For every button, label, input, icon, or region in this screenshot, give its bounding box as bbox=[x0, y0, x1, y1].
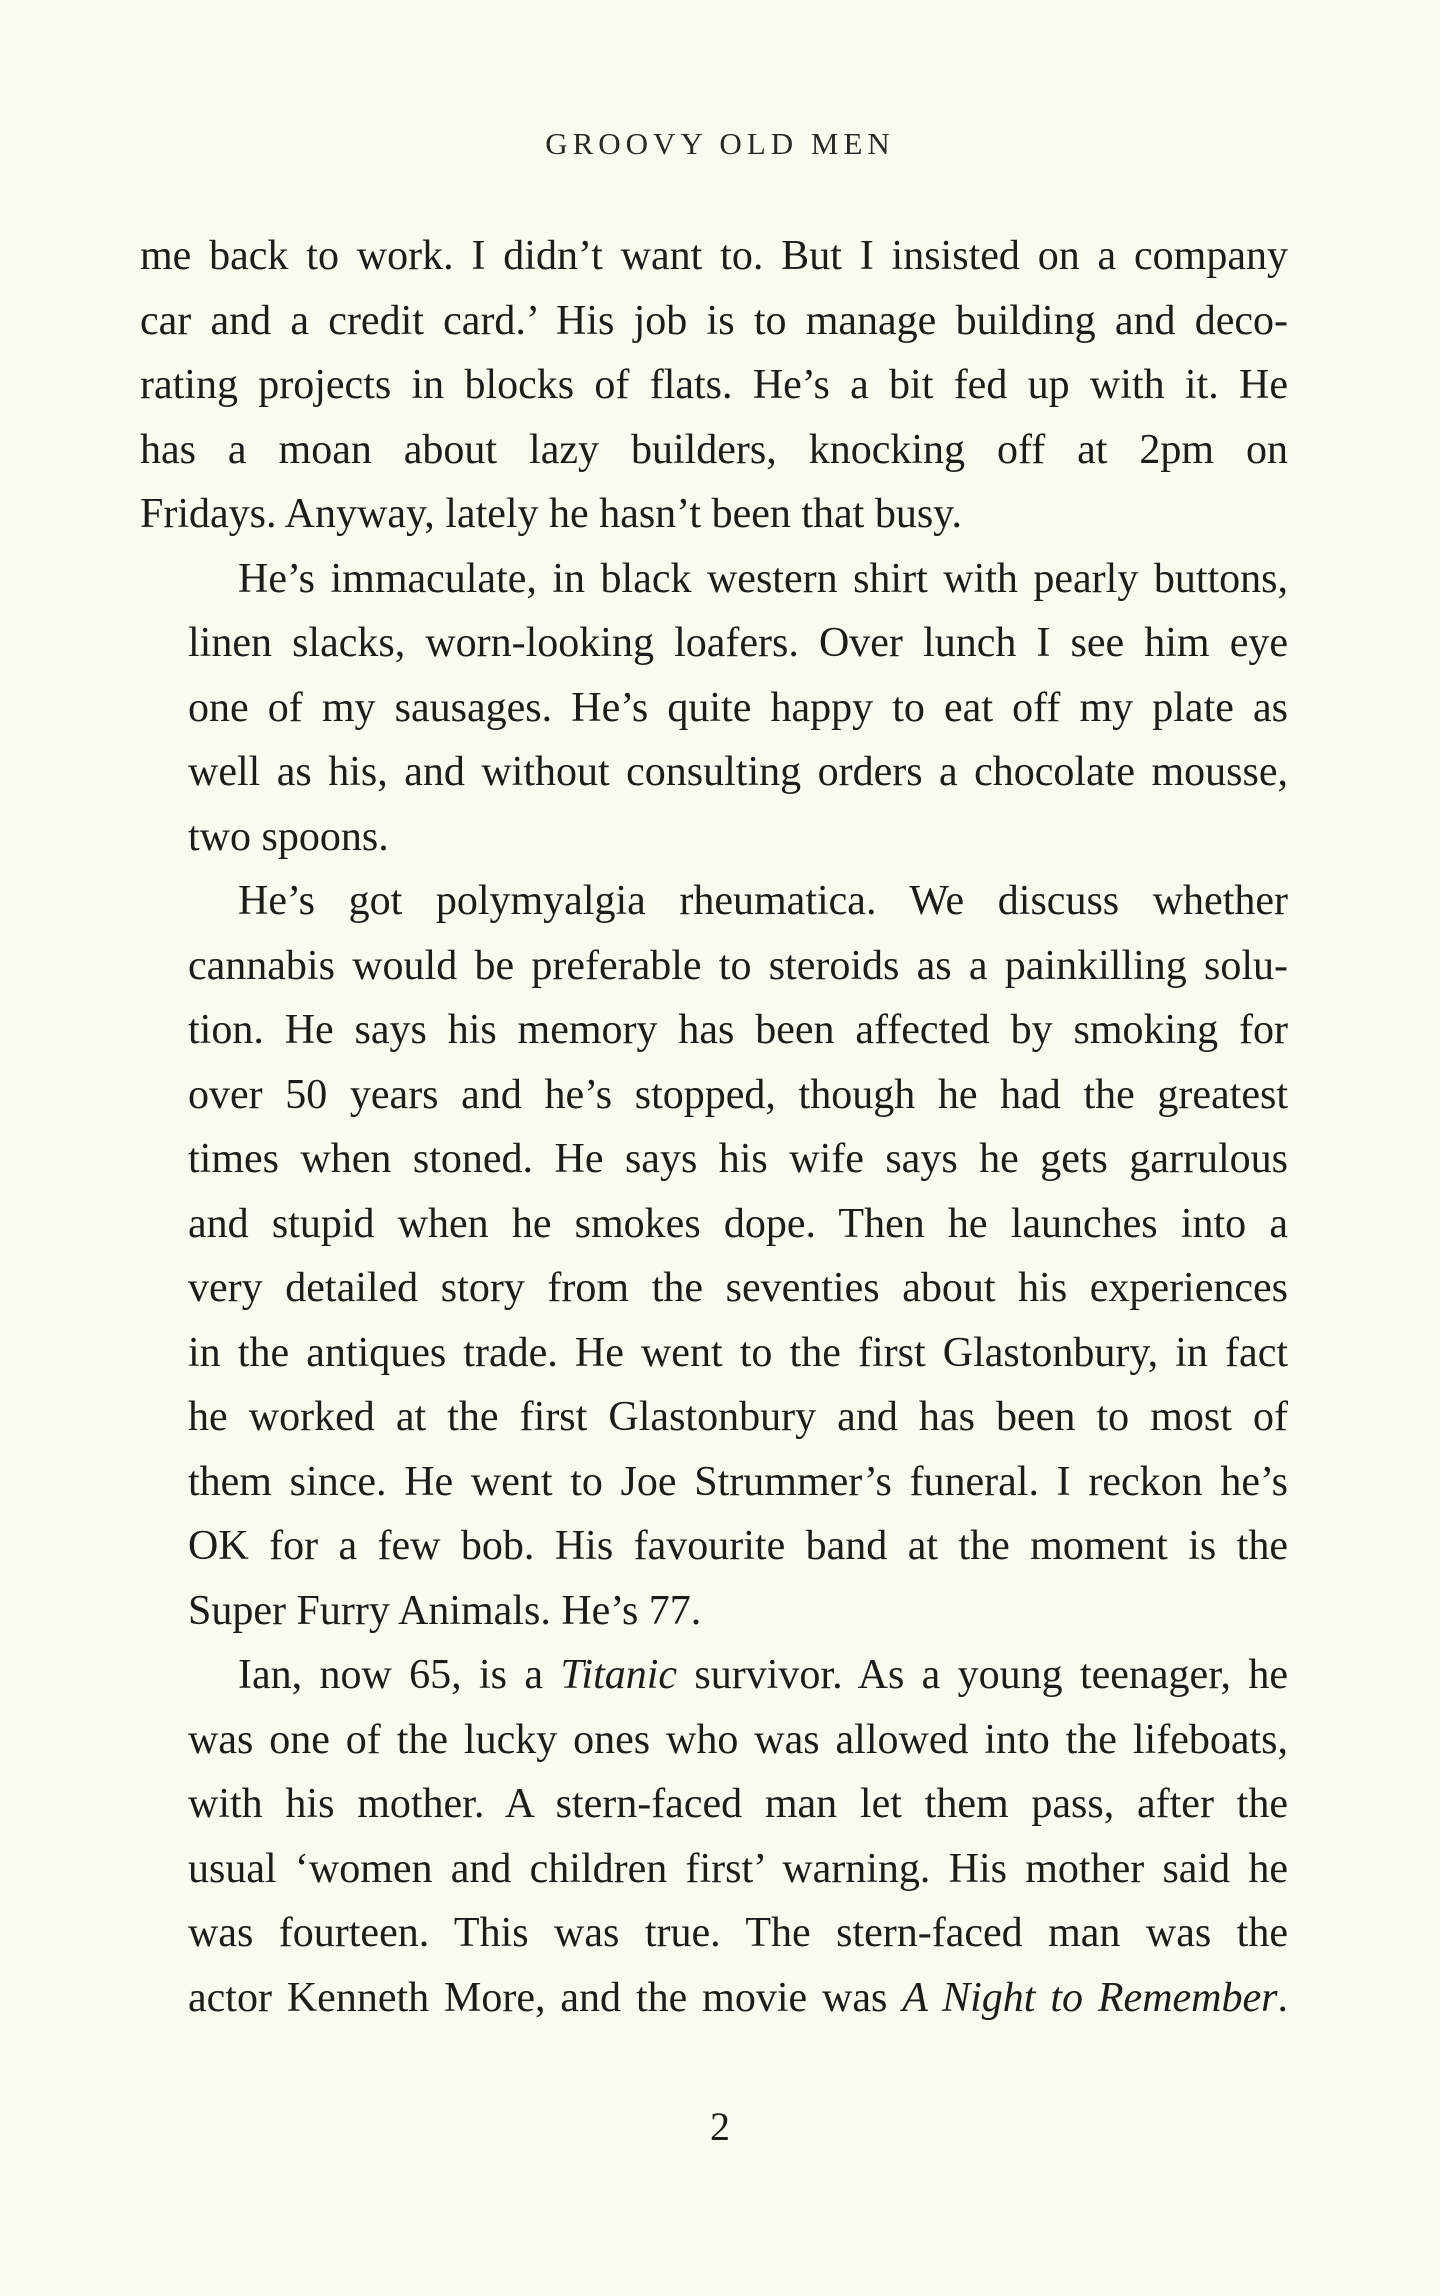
text-line: rating projects in blocks of flats. He’s a bit fed up with it. He bbox=[140, 362, 1288, 408]
paragraph-1 bbox=[140, 224, 1288, 547]
text-line: He’s got polymyalgia rheumatica. We discuss whether bbox=[238, 878, 1288, 924]
running-head: GROOVY OLD MEN bbox=[545, 126, 895, 161]
text-line: very detailed story from the seventies about his experiences bbox=[188, 1265, 1288, 1311]
text-line bbox=[140, 1966, 1288, 2031]
page-number: 2 bbox=[710, 2104, 730, 2149]
text-line: and stupid when he smokes dope. Then he launches into a bbox=[188, 1200, 1288, 1247]
paragraph-3 bbox=[140, 869, 1288, 1643]
text-line: one of my sausages. He’s quite happy to eat off my plate as bbox=[188, 684, 1288, 731]
text-run: actor Kenneth More, and the movie was bbox=[188, 1974, 903, 2021]
text-line: tion. He says his memory has been affected by smoking for bbox=[188, 1007, 1288, 1053]
text-line bbox=[140, 1643, 1288, 1708]
italic-title: Titanic bbox=[560, 1652, 678, 1698]
italic-title: A Night to Remember bbox=[902, 1974, 1278, 2021]
text-line: over 50 years and he’s stopped, though he had the greatest bbox=[188, 1071, 1288, 1118]
text-run: . bbox=[1277, 1974, 1288, 2021]
text-line: two spoons. bbox=[188, 813, 389, 860]
text-line: car and a credit card.’ His job is to manage building and deco- bbox=[140, 297, 1288, 344]
text-line: well as his, and without consulting orders a chocolate mousse, bbox=[188, 749, 1288, 795]
text-line: Fridays. Anyway, lately he hasn’t been that busy. bbox=[140, 491, 962, 537]
text-line: with his mother. A stern-faced man let them pass, after the bbox=[188, 1781, 1288, 1827]
text-run: survivor. As a young teenager, he bbox=[677, 1652, 1288, 1698]
paragraph-4 bbox=[140, 1643, 1288, 2030]
text-line: was fourteen. This was true. The stern-faced man was the bbox=[188, 1910, 1288, 1956]
paragraph-2 bbox=[140, 547, 1288, 870]
text-line: OK for a few bob. His favourite band at the moment is the bbox=[188, 1523, 1288, 1569]
text-line: cannabis would be preferable to steroids as a painkilling solu- bbox=[188, 942, 1288, 989]
text-line: times when stoned. He says his wife says he gets garrulous bbox=[188, 1136, 1288, 1182]
text-line: he worked at the first Glastonbury and has been to most of bbox=[188, 1394, 1288, 1440]
text-line: linen slacks, worn-looking loafers. Over lunch I see him eye bbox=[188, 620, 1288, 666]
text-line: was one of the lucky ones who was allowed into the lifeboats, bbox=[188, 1716, 1288, 1763]
text-line: usual ‘women and children first’ warning. His mother said he bbox=[188, 1845, 1288, 1892]
text-line: me back to work. I didn’t want to. But I insisted on a company bbox=[140, 233, 1288, 279]
text-line: has a moan about lazy builders, knocking off at 2pm on bbox=[140, 426, 1288, 473]
body-text bbox=[140, 224, 1288, 2030]
text-line: He’s immaculate, in black western shirt with pearly buttons, bbox=[238, 555, 1288, 602]
text-line: Super Furry Animals. He’s 77. bbox=[188, 1587, 702, 1634]
text-line: in the antiques trade. He went to the first Glastonbury, in fact bbox=[188, 1329, 1288, 1376]
text-run: Ian, now 65, is a bbox=[238, 1652, 561, 1698]
text-line: them since. He went to Joe Strummer’s funeral. I reckon he’s bbox=[188, 1458, 1288, 1505]
